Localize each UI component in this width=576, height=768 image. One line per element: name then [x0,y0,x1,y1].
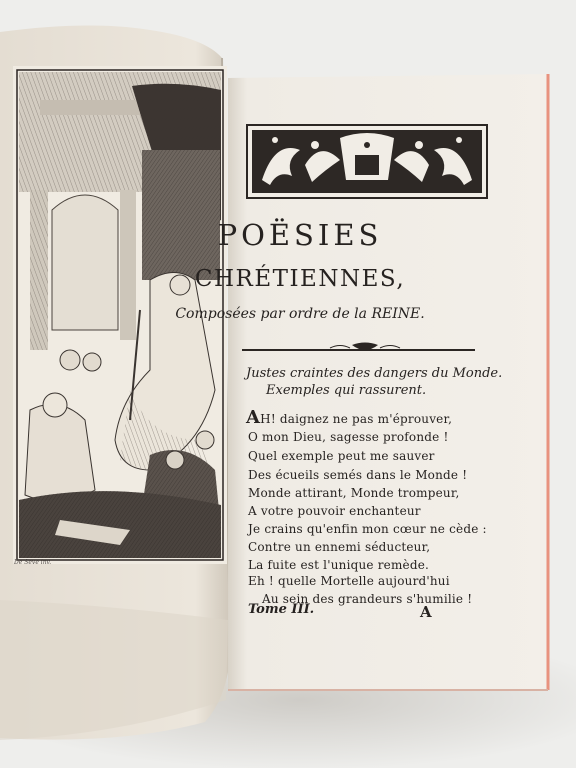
verse-line: AH! daignez ne pas m'éprouver, [246,407,453,428]
subtitle: Composées par ordre de la REINE. [175,306,425,322]
verse-line: Contre un ennemi séducteur, [248,540,431,554]
catchword: A [420,603,432,621]
verse-line: A votre pouvoir enchanteur [248,504,421,518]
title-line-2: CHRÉTIENNES, [194,266,406,292]
verse-line: La fuite est l'unique remède. [248,558,430,572]
poem-heading-line-2: Exemples qui rassurent. [266,383,427,398]
poem-heading-line-1: Justes craintes des dangers du Monde. [246,366,503,381]
verse-line: Je crains qu'enfin mon cœur ne cède : [248,522,487,536]
verse-line: Monde attirant, Monde trompeur, [248,486,460,500]
verse-line: Des écueils semés dans le Monde ! [248,468,468,482]
verse-line: Eh ! quelle Mortelle aujourd'hui [248,574,450,588]
verse-line: Au sein des grandeurs s'humilie ! [262,592,473,606]
verse-line: Quel exemple peut me sauver [248,449,435,463]
volume-signature: Tome III. [248,602,315,617]
verse-line: O mon Dieu, sagesse profonde ! [248,430,449,444]
drop-cap: A [246,407,261,428]
artist-credit: De Seve inv. [14,559,52,566]
title-line-1: POËSIES [217,218,383,252]
